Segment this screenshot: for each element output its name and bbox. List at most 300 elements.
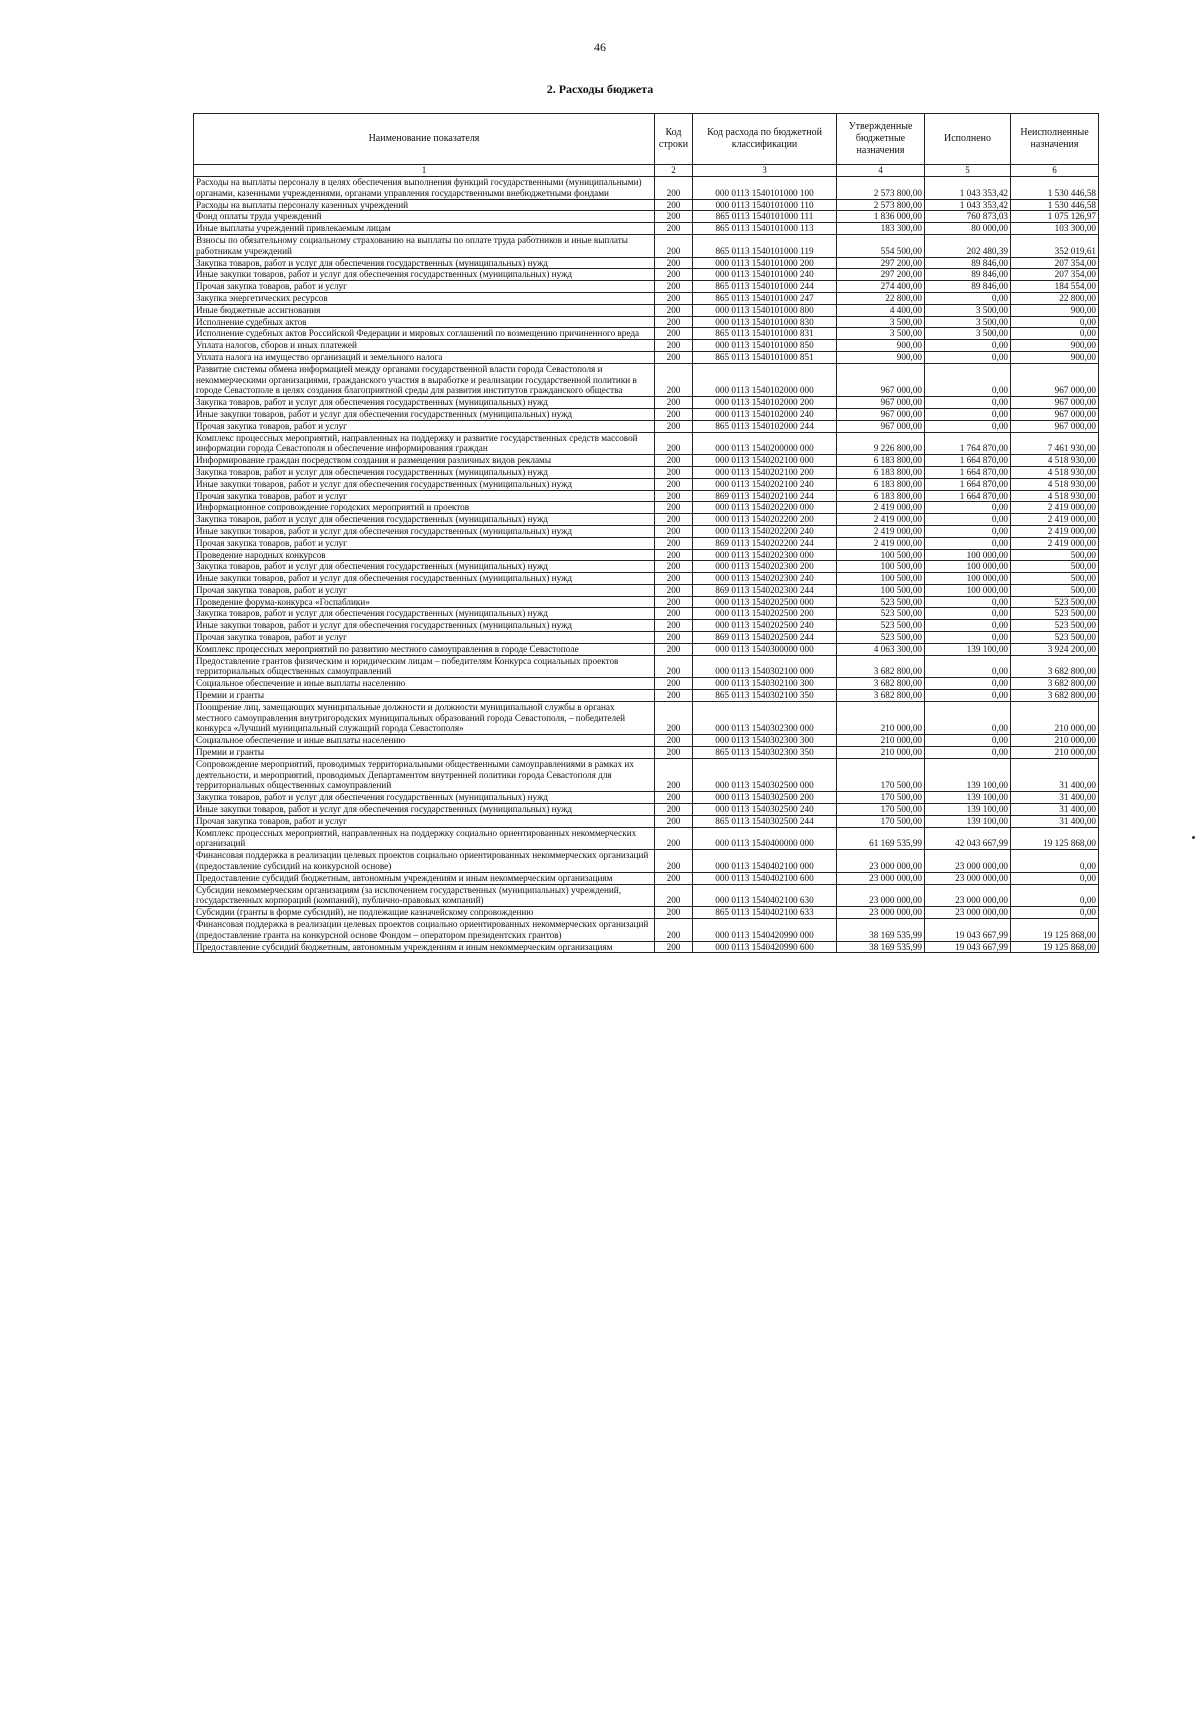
row-line-code: 200 [655, 872, 693, 884]
row-expense-code: 865 0113 1540101000 831 [693, 328, 837, 340]
row-approved: 3 500,00 [837, 328, 925, 340]
header-approved: Утвержденные бюджетные назначения [837, 114, 925, 165]
row-approved: 2 573 800,00 [837, 199, 925, 211]
row-name: Закупка товаров, работ и услуг для обеспечения государственных (муниципальных) нужд [194, 561, 655, 573]
row-name: Прочая закупка товаров, работ и услуг [194, 632, 655, 644]
row-unexecuted: 500,00 [1011, 584, 1099, 596]
row-name: Закупка энергетических ресурсов [194, 292, 655, 304]
table-row [194, 211, 1099, 223]
row-unexecuted: 500,00 [1011, 561, 1099, 573]
row-expense-code: 000 0113 1540302100 000 [693, 655, 837, 678]
row-name: Закупка товаров, работ и услуг для обеспечения государственных (муниципальных) нужд [194, 466, 655, 478]
row-line-code: 200 [655, 211, 693, 223]
row-name: Прочая закупка товаров, работ и услуг [194, 584, 655, 596]
row-name: Прочая закупка товаров, работ и услуг [194, 537, 655, 549]
row-executed: 0,00 [925, 408, 1011, 420]
row-expense-code: 865 0113 1540302300 350 [693, 747, 837, 759]
table-row [194, 420, 1099, 432]
row-approved: 274 400,00 [837, 281, 925, 293]
row-line-code: 200 [655, 690, 693, 702]
table-row [194, 269, 1099, 281]
row-unexecuted: 4 518 930,00 [1011, 466, 1099, 478]
row-unexecuted: 2 419 000,00 [1011, 525, 1099, 537]
row-approved: 967 000,00 [837, 397, 925, 409]
row-unexecuted: 0,00 [1011, 850, 1099, 873]
row-line-code: 200 [655, 758, 693, 791]
table-row [194, 351, 1099, 363]
row-name: Прочая закупка товаров, работ и услуг [194, 281, 655, 293]
row-line-code: 200 [655, 608, 693, 620]
row-executed: 1 043 353,42 [925, 177, 1011, 200]
row-line-code: 200 [655, 328, 693, 340]
row-name: Финансовая поддержка в реализации целевых проектов социально ориентированных некоммерческих организаций (предоставление гранта на конкурсной основе Фондом – оператором президентских грантов) [194, 919, 655, 942]
row-expense-code: 000 0113 1540102000 000 [693, 363, 837, 396]
row-name: Прочая закупка товаров, работ и услуг [194, 815, 655, 827]
table-row [194, 466, 1099, 478]
row-unexecuted: 3 682 800,00 [1011, 678, 1099, 690]
row-expense-code: 000 0113 1540400000 000 [693, 827, 837, 850]
row-name: Финансовая поддержка в реализации целевых проектов социально ориентированных некоммерческих организаций (предоставление субсидий на конкурсной основе) [194, 850, 655, 873]
row-approved: 210 000,00 [837, 735, 925, 747]
row-line-code: 200 [655, 363, 693, 396]
row-approved: 100 500,00 [837, 584, 925, 596]
row-expense-code: 865 0113 1540101000 119 [693, 234, 837, 257]
row-name: Закупка товаров, работ и услуг для обеспечения государственных (муниципальных) нужд [194, 792, 655, 804]
header-expense-code: Код расхода по бюджетной классификации [693, 114, 837, 165]
row-executed: 19 043 667,99 [925, 941, 1011, 953]
row-name: Прочая закупка товаров, работ и услуг [194, 420, 655, 432]
row-line-code: 200 [655, 455, 693, 467]
row-approved: 100 500,00 [837, 561, 925, 573]
row-approved: 23 000 000,00 [837, 884, 925, 907]
row-name: Закупка товаров, работ и услуг для обеспечения государственных (муниципальных) нужд [194, 608, 655, 620]
row-expense-code: 000 0113 1540402100 000 [693, 850, 837, 873]
table-row [194, 363, 1099, 396]
row-unexecuted: 500,00 [1011, 573, 1099, 585]
row-executed: 89 846,00 [925, 257, 1011, 269]
table-row [194, 478, 1099, 490]
row-name: Закупка товаров, работ и услуг для обеспечения государственных (муниципальных) нужд [194, 514, 655, 526]
row-expense-code: 000 0113 1540402100 630 [693, 884, 837, 907]
row-executed: 23 000 000,00 [925, 907, 1011, 919]
row-name: Исполнение судебных актов Российской Федерации и мировых соглашений по возмещению причиненного вреда [194, 328, 655, 340]
row-line-code: 200 [655, 257, 693, 269]
row-name: Субсидии (гранты в форме субсидий), не подлежащие казначейскому сопровождению [194, 907, 655, 919]
row-approved: 4 063 300,00 [837, 643, 925, 655]
row-line-code: 200 [655, 269, 693, 281]
row-approved: 967 000,00 [837, 408, 925, 420]
row-unexecuted: 900,00 [1011, 340, 1099, 352]
row-line-code: 200 [655, 340, 693, 352]
row-unexecuted: 900,00 [1011, 304, 1099, 316]
row-executed: 139 100,00 [925, 815, 1011, 827]
row-name: Премии и гранты [194, 690, 655, 702]
row-unexecuted: 103 300,00 [1011, 223, 1099, 235]
row-expense-code: 869 0113 1540202200 244 [693, 537, 837, 549]
table-row [194, 884, 1099, 907]
row-unexecuted: 210 000,00 [1011, 701, 1099, 734]
table-row [194, 747, 1099, 759]
table-body [194, 177, 1099, 953]
row-unexecuted: 2 419 000,00 [1011, 537, 1099, 549]
row-expense-code: 000 0113 1540302300 300 [693, 735, 837, 747]
row-executed: 0,00 [925, 525, 1011, 537]
row-line-code: 200 [655, 351, 693, 363]
table-row [194, 561, 1099, 573]
row-approved: 170 500,00 [837, 758, 925, 791]
row-approved: 900,00 [837, 351, 925, 363]
table-row [194, 490, 1099, 502]
row-name: Закупка товаров, работ и услуг для обеспечения государственных (муниципальных) нужд [194, 257, 655, 269]
row-name: Иные закупки товаров, работ и услуг для обеспечения государственных (муниципальных) нужд [194, 620, 655, 632]
table-row [194, 316, 1099, 328]
row-executed: 0,00 [925, 363, 1011, 396]
row-unexecuted: 22 800,00 [1011, 292, 1099, 304]
row-name: Исполнение судебных актов [194, 316, 655, 328]
row-executed: 1 043 353,42 [925, 199, 1011, 211]
row-unexecuted: 31 400,00 [1011, 792, 1099, 804]
table-row [194, 872, 1099, 884]
row-unexecuted: 0,00 [1011, 872, 1099, 884]
row-name: Иные бюджетные ассигнования [194, 304, 655, 316]
row-approved: 22 800,00 [837, 292, 925, 304]
header-indicator-name: Наименование показателя [194, 114, 655, 165]
row-approved: 3 682 800,00 [837, 690, 925, 702]
row-executed: 0,00 [925, 340, 1011, 352]
row-approved: 210 000,00 [837, 747, 925, 759]
table-row [194, 304, 1099, 316]
row-executed: 0,00 [925, 678, 1011, 690]
table-row [194, 815, 1099, 827]
row-approved: 6 183 800,00 [837, 490, 925, 502]
row-line-code: 200 [655, 678, 693, 690]
column-number-row [194, 165, 1099, 177]
row-unexecuted: 0,00 [1011, 884, 1099, 907]
row-name: Иные закупки товаров, работ и услуг для обеспечения государственных (муниципальных) нужд [194, 408, 655, 420]
row-line-code: 200 [655, 827, 693, 850]
row-expense-code: 000 0113 1540202300 000 [693, 549, 837, 561]
row-executed: 0,00 [925, 690, 1011, 702]
row-line-code: 200 [655, 584, 693, 596]
row-expense-code: 000 0113 1540200000 000 [693, 432, 837, 455]
row-line-code: 200 [655, 655, 693, 678]
row-line-code: 200 [655, 919, 693, 942]
row-name: Иные закупки товаров, работ и услуг для обеспечения государственных (муниципальных) нужд [194, 804, 655, 816]
row-approved: 170 500,00 [837, 792, 925, 804]
row-approved: 554 500,00 [837, 234, 925, 257]
row-name: Комплекс процессных мероприятий, направленных на поддержку социально ориентированных некоммерческих организаций [194, 827, 655, 850]
row-executed: 139 100,00 [925, 804, 1011, 816]
row-line-code: 200 [655, 304, 693, 316]
row-approved: 2 419 000,00 [837, 537, 925, 549]
row-line-code: 200 [655, 747, 693, 759]
row-expense-code: 000 0113 1540102000 240 [693, 408, 837, 420]
table-row [194, 655, 1099, 678]
table-row [194, 584, 1099, 596]
row-approved: 170 500,00 [837, 804, 925, 816]
row-expense-code: 000 0113 1540420990 600 [693, 941, 837, 953]
table-row [194, 502, 1099, 514]
row-name: Премии и гранты [194, 747, 655, 759]
row-executed: 23 000 000,00 [925, 872, 1011, 884]
table-row [194, 919, 1099, 942]
row-name: Иные закупки товаров, работ и услуг для обеспечения государственных (муниципальных) нужд [194, 269, 655, 281]
row-name: Предоставление субсидий бюджетным, автономным учреждениям и иным некоммерческим организациям [194, 872, 655, 884]
row-approved: 183 300,00 [837, 223, 925, 235]
row-line-code: 200 [655, 537, 693, 549]
row-executed: 139 100,00 [925, 643, 1011, 655]
row-name: Закупка товаров, работ и услуг для обеспечения государственных (муниципальных) нужд [194, 397, 655, 409]
row-executed: 42 043 667,99 [925, 827, 1011, 850]
row-approved: 6 183 800,00 [837, 478, 925, 490]
column-number: 1 [194, 165, 655, 177]
row-unexecuted: 19 125 868,00 [1011, 827, 1099, 850]
row-name: Проведение народных конкурсов [194, 549, 655, 561]
row-approved: 523 500,00 [837, 596, 925, 608]
row-line-code: 200 [655, 701, 693, 734]
row-expense-code: 000 0113 1540302500 240 [693, 804, 837, 816]
row-expense-code: 000 0113 1540302300 000 [693, 701, 837, 734]
column-number: 6 [1011, 165, 1099, 177]
row-name: Расходы на выплаты персоналу в целях обеспечения выполнения функций государственными (муниципальными) органами, казенными учреждениями, органами управления государственными внебюджетными фондами [194, 177, 655, 200]
row-name: Комплекс процессных мероприятий по развитию местного самоуправления в городе Севастополе [194, 643, 655, 655]
page-number: 46 [594, 40, 606, 54]
header-line-code: Код строки [655, 114, 693, 165]
row-name: Иные закупки товаров, работ и услуг для обеспечения государственных (муниципальных) нужд [194, 573, 655, 585]
row-line-code: 200 [655, 804, 693, 816]
row-expense-code: 000 0113 1540202300 240 [693, 573, 837, 585]
row-executed: 23 000 000,00 [925, 850, 1011, 873]
table-row [194, 281, 1099, 293]
row-name: Информационное сопровождение городских мероприятий и проектов [194, 502, 655, 514]
row-executed: 1 664 870,00 [925, 490, 1011, 502]
row-expense-code: 865 0113 1540302500 244 [693, 815, 837, 827]
row-executed: 0,00 [925, 351, 1011, 363]
row-executed: 80 000,00 [925, 223, 1011, 235]
table-row [194, 804, 1099, 816]
row-unexecuted: 2 419 000,00 [1011, 514, 1099, 526]
table-row [194, 292, 1099, 304]
row-line-code: 200 [655, 573, 693, 585]
table-row [194, 432, 1099, 455]
row-unexecuted: 2 419 000,00 [1011, 502, 1099, 514]
row-name: Предоставление субсидий бюджетным, автономным учреждениям и иным некоммерческим организациям [194, 941, 655, 953]
row-unexecuted: 4 518 930,00 [1011, 455, 1099, 467]
table-row [194, 549, 1099, 561]
row-executed: 100 000,00 [925, 549, 1011, 561]
table-row [194, 701, 1099, 734]
row-line-code: 200 [655, 632, 693, 644]
row-line-code: 200 [655, 177, 693, 200]
row-executed: 89 846,00 [925, 281, 1011, 293]
row-expense-code: 865 0113 1540101000 247 [693, 292, 837, 304]
row-expense-code: 865 0113 1540402100 633 [693, 907, 837, 919]
row-expense-code: 000 0113 1540202100 000 [693, 455, 837, 467]
table-row [194, 514, 1099, 526]
row-expense-code: 000 0113 1540202100 240 [693, 478, 837, 490]
row-unexecuted: 3 682 800,00 [1011, 690, 1099, 702]
table-row [194, 608, 1099, 620]
row-line-code: 200 [655, 620, 693, 632]
row-unexecuted: 1 530 446,58 [1011, 177, 1099, 200]
row-line-code: 200 [655, 514, 693, 526]
row-name: Информирование граждан посредством создания и размещения различных видов рекламы [194, 455, 655, 467]
row-approved: 2 419 000,00 [837, 525, 925, 537]
row-expense-code: 000 0113 1540202200 200 [693, 514, 837, 526]
table-row [194, 537, 1099, 549]
row-approved: 523 500,00 [837, 608, 925, 620]
row-line-code: 200 [655, 490, 693, 502]
table-row [194, 941, 1099, 953]
row-approved: 9 226 800,00 [837, 432, 925, 455]
row-executed: 1 664 870,00 [925, 466, 1011, 478]
table-row [194, 827, 1099, 850]
column-number: 2 [655, 165, 693, 177]
row-name: Расходы на выплаты персоналу казенных учреждений [194, 199, 655, 211]
row-name: Уплата налога на имущество организаций и земельного налога [194, 351, 655, 363]
row-expense-code: 000 0113 1540101000 100 [693, 177, 837, 200]
row-expense-code: 000 0113 1540202200 240 [693, 525, 837, 537]
table-row [194, 257, 1099, 269]
table-row [194, 573, 1099, 585]
row-approved: 967 000,00 [837, 363, 925, 396]
column-number: 4 [837, 165, 925, 177]
table-row [194, 199, 1099, 211]
row-line-code: 200 [655, 199, 693, 211]
row-executed: 100 000,00 [925, 584, 1011, 596]
row-line-code: 200 [655, 941, 693, 953]
row-unexecuted: 967 000,00 [1011, 408, 1099, 420]
row-expense-code: 865 0113 1540101000 851 [693, 351, 837, 363]
row-expense-code: 000 0113 1540101000 830 [693, 316, 837, 328]
row-approved: 1 836 000,00 [837, 211, 925, 223]
column-number: 5 [925, 165, 1011, 177]
row-executed: 760 873,03 [925, 211, 1011, 223]
table-row [194, 223, 1099, 235]
table-row [194, 596, 1099, 608]
row-approved: 100 500,00 [837, 573, 925, 585]
row-executed: 0,00 [925, 608, 1011, 620]
table-row [194, 234, 1099, 257]
row-approved: 2 419 000,00 [837, 514, 925, 526]
row-approved: 3 682 800,00 [837, 678, 925, 690]
row-line-code: 200 [655, 292, 693, 304]
row-executed: 23 000 000,00 [925, 884, 1011, 907]
row-name: Иные закупки товаров, работ и услуг для обеспечения государственных (муниципальных) нужд [194, 525, 655, 537]
row-line-code: 200 [655, 907, 693, 919]
table-row [194, 907, 1099, 919]
row-expense-code: 000 0113 1540202500 000 [693, 596, 837, 608]
row-line-code: 200 [655, 432, 693, 455]
row-approved: 900,00 [837, 340, 925, 352]
table-row [194, 408, 1099, 420]
row-line-code: 200 [655, 561, 693, 573]
row-name: Сопровождение мероприятий, проводимых территориальными общественными самоуправлениями в рамках их деятельности, и мероприятий, проводимых Департаментом внутренней политики города Севастополя для территориальных общественных самоуправлений [194, 758, 655, 791]
row-line-code: 200 [655, 397, 693, 409]
row-approved: 38 169 535,99 [837, 941, 925, 953]
row-unexecuted: 523 500,00 [1011, 620, 1099, 632]
row-unexecuted: 210 000,00 [1011, 735, 1099, 747]
row-unexecuted: 523 500,00 [1011, 632, 1099, 644]
row-approved: 523 500,00 [837, 620, 925, 632]
row-name: Иные выплаты учреждений привлекаемым лицам [194, 223, 655, 235]
row-executed: 0,00 [925, 596, 1011, 608]
row-approved: 23 000 000,00 [837, 907, 925, 919]
row-unexecuted: 184 554,00 [1011, 281, 1099, 293]
row-expense-code: 865 0113 1540101000 113 [693, 223, 837, 235]
row-approved: 3 500,00 [837, 316, 925, 328]
row-unexecuted: 31 400,00 [1011, 815, 1099, 827]
row-executed: 0,00 [925, 735, 1011, 747]
row-approved: 61 169 535,99 [837, 827, 925, 850]
row-name: Прочая закупка товаров, работ и услуг [194, 490, 655, 502]
row-approved: 523 500,00 [837, 632, 925, 644]
row-expense-code: 000 0113 1540101000 110 [693, 199, 837, 211]
row-line-code: 200 [655, 596, 693, 608]
row-executed: 0,00 [925, 502, 1011, 514]
table-row [194, 525, 1099, 537]
row-unexecuted: 523 500,00 [1011, 608, 1099, 620]
row-executed: 139 100,00 [925, 758, 1011, 791]
table-row [194, 397, 1099, 409]
row-expense-code: 000 0113 1540202300 200 [693, 561, 837, 573]
scan-speck [1192, 836, 1195, 839]
row-expense-code: 000 0113 1540402100 600 [693, 872, 837, 884]
header-unexecuted: Неисполненные назначения [1011, 114, 1099, 165]
row-expense-code: 000 0113 1540101000 200 [693, 257, 837, 269]
row-unexecuted: 207 354,00 [1011, 269, 1099, 281]
row-line-code: 200 [655, 234, 693, 257]
row-executed: 0,00 [925, 747, 1011, 759]
row-name: Проведение форума-конкурса «Госпаблики» [194, 596, 655, 608]
row-expense-code: 869 0113 1540202300 244 [693, 584, 837, 596]
table-row [194, 735, 1099, 747]
row-unexecuted: 967 000,00 [1011, 363, 1099, 396]
row-line-code: 200 [655, 525, 693, 537]
table-row [194, 177, 1099, 200]
row-unexecuted: 0,00 [1011, 907, 1099, 919]
row-name: Комплекс процессных мероприятий, направленных на поддержку и развитие государственных средств массовой информации города Севастополя и обеспечение информирования граждан [194, 432, 655, 455]
row-expense-code: 865 0113 1540302100 350 [693, 690, 837, 702]
table-row [194, 632, 1099, 644]
row-name: Иные закупки товаров, работ и услуг для обеспечения государственных (муниципальных) нужд [194, 478, 655, 490]
row-line-code: 200 [655, 281, 693, 293]
row-executed: 0,00 [925, 620, 1011, 632]
row-line-code: 200 [655, 316, 693, 328]
row-executed: 202 480,39 [925, 234, 1011, 257]
budget-expenses-table [193, 113, 1099, 953]
row-executed: 0,00 [925, 632, 1011, 644]
row-expense-code: 865 0113 1540101000 244 [693, 281, 837, 293]
row-expense-code: 000 0113 1540101000 240 [693, 269, 837, 281]
row-line-code: 200 [655, 884, 693, 907]
row-executed: 139 100,00 [925, 792, 1011, 804]
table-row [194, 328, 1099, 340]
row-executed: 100 000,00 [925, 573, 1011, 585]
row-executed: 3 500,00 [925, 316, 1011, 328]
row-approved: 210 000,00 [837, 701, 925, 734]
row-approved: 170 500,00 [837, 815, 925, 827]
row-approved: 4 400,00 [837, 304, 925, 316]
row-executed: 1 764 870,00 [925, 432, 1011, 455]
row-unexecuted: 500,00 [1011, 549, 1099, 561]
row-line-code: 200 [655, 420, 693, 432]
row-name: Поощрение лиц, замещающих муниципальные должности и должности муниципальной службы в органах местного самоуправления внутригородских муниципальных образований города Севастополя, – победителей конкурса «Лучший муниципальный служащий города Севастополя» [194, 701, 655, 734]
row-expense-code: 000 0113 1540420990 000 [693, 919, 837, 942]
row-approved: 2 573 800,00 [837, 177, 925, 200]
row-unexecuted: 7 461 930,00 [1011, 432, 1099, 455]
table-row [194, 758, 1099, 791]
